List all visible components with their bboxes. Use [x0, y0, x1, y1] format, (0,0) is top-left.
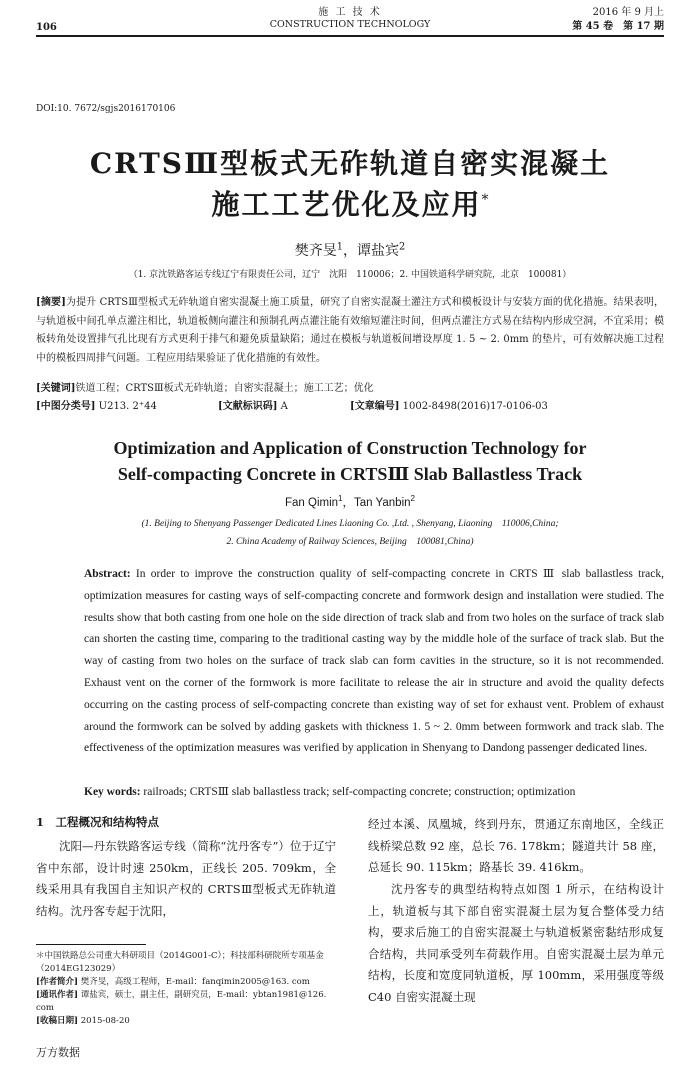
affiliation-en-1: (1. Beijing to Shenyang Passenger Dedicated Lines Liaoning Co. ,Ltd. , Shenyang, Liaoning 110006,China; — [141, 519, 559, 529]
author-separator: ， — [343, 243, 357, 259]
footnotes — [36, 950, 336, 1028]
fund-note: ＊中国铁路总公司重大科研项目（2014G001-C）；科技部科研院所专项基金（2014EG123029） — [36, 951, 324, 974]
author-note — [36, 976, 336, 989]
affiliation-en-2: 2. China Academy of Railway Sciences, Beijing 100081,China) — [226, 537, 474, 547]
authors-en — [0, 494, 700, 510]
journal-name-cn: 施 工 技 术 — [318, 7, 382, 18]
contact-note — [36, 989, 336, 1015]
article-number-label: [文章编号] — [350, 401, 400, 412]
abstract-cn-text: 为提升 CRTSⅢ型板式无砟轨道自密实混凝土施工质量，研究了自密实混凝土灌注方式和模板设计与安装方面的优化措施。结果表明，与轨道板中间孔单点灌注相比，轨道板侧向灌注和预制孔两点灌注能有效缩短灌注时间，但两点灌注方式易在结构内形成空洞，不宜采用；模板转角处设置排气孔比现有方式更利于排气和避免质量缺陷；通过在模板与轨道板间增设厚度 1. 5 ~ 2. 0mm 的垫片，可有效解决施工过程中的模板四周排气问题。工程应用结果验证了优化措施的有效性。 — [36, 297, 664, 364]
received-note — [36, 1015, 336, 1028]
author-en-separator: ， — [342, 497, 355, 509]
keywords-en-label: Key words: — [84, 786, 141, 798]
author-en-1: Fan Qimin — [285, 497, 339, 509]
journal-name-en: CONSTRUCTION TECHNOLOGY — [269, 19, 431, 30]
keywords-cn-label: [关键词] — [36, 383, 76, 394]
affiliations-cn: （1. 京沈铁路客运专线辽宁有限责任公司，辽宁 沈阳 110006；2. 中国铁道科学研究院，北京 100081） — [128, 270, 572, 280]
section-1-left-text: 沈阳—丹东铁路客运专线（简称“沈丹客专”）位于辽宁省中东部，设计时速 250km，正线长 205. 709km，全线采用具有我国自主知识产权的 CRTSⅢ型板式无砟轨道结构。沈丹客专起于沈阳， — [36, 839, 336, 918]
doi: DOI:10. 7672/sgjs2016170106 — [36, 104, 176, 114]
abstract-en — [84, 564, 664, 760]
article-number: 1002-8498(2016)17-0106-03 — [402, 401, 548, 412]
issue-date: 2016 年 9 月上 — [592, 7, 664, 18]
header-rule — [36, 35, 664, 37]
author-en-1-affil: 1 — [338, 494, 343, 504]
classification-row — [36, 398, 664, 417]
abstract-en-label: Abstract: — [84, 568, 131, 580]
author-cn-2-affil: 2 — [399, 241, 406, 253]
author-note-label: [作者简介] — [36, 977, 79, 987]
section-1-right-text-2: 沈丹客专的典型结构特点如图 1 所示，在结构设计上，轨道板与其下部自密实混凝土层为复合整体受力结构，要求后施工的自密实混凝土与轨道板紧密黏结形成复合结构，共同承受列车荷载作用。自密实混凝土层为单元结构，长度和宽度同轨道板，厚 100mm，采用强度等级 C40 自密实混凝土现 — [368, 882, 664, 1004]
section-1-heading: 1 工程概况和结构特点 — [36, 815, 160, 829]
authors-cn — [0, 240, 700, 260]
contact-note-label: [通讯作者] — [36, 990, 79, 1000]
section-1-right-text-1: 经过本溪、凤凰城，终到丹东，贯通辽东南地区，全线正线桥梁总数 92 座，总长 76. 178km；隧道共计 58 座，总延长 90. 115km；路基长 39. 416km。 — [368, 817, 664, 874]
doc-code: A — [280, 401, 288, 412]
clc-code: U213. 2⁺44 — [98, 401, 157, 412]
author-en-2: Tan Yanbin — [354, 497, 411, 509]
keywords-en-text: railroads; CRTSⅢ slab ballastless track; self-compacting concrete; construction; optimization — [143, 786, 576, 798]
doc-code-label: [文献标识码] — [218, 401, 278, 412]
abstract-en-text: In order to improve the construction quality of self-compacting concrete in CRTS Ⅲ slab ballastless track, optimization measures for casting ways of self-compacting concrete and formwork design and installation were studied. The results show that both casting from one hole on the side direction of track slab and from two holes on the surface of track slab can shorten the casting time, comparing to the traditional casting way by the middle hole of the surface of track slab. But the way of casting from two holes on the surface of track slab can form cavities in the structure, so it is not recommended. Exhaust vent on the corner of the formwork is more facilitate to release the air in structure and avoid the quality defects occurring on the casting process of self-compacting concrete than existing way of set for exhaust vent. Problem of exhaust around the formwork can be solved by adding gaskets with thickness 1. 5 ~ 2. 0mm between formwork and track slab. The effectiveness of the optimization measures was verified by application in Shenyang to Dandong passenger dedicated lines. — [84, 568, 665, 755]
author-note-text: 樊齐旻，高级工程师，E-mail：fanqimin2005@163. com — [80, 977, 310, 987]
received-note-label: [收稿日期] — [36, 1016, 79, 1026]
title-footnote-star: * — [481, 191, 489, 208]
volume-issue: 第 45 卷 第 17 期 — [572, 21, 664, 32]
author-cn-1: 樊齐旻 — [294, 243, 337, 259]
keywords-cn-text: 铁道工程；CRTSⅢ板式无砟轨道；自密实混凝土；施工工艺；优化 — [75, 383, 374, 394]
footnote-rule — [36, 944, 146, 945]
author-en-2-affil: 2 — [410, 494, 415, 504]
abstract-cn — [36, 294, 664, 368]
author-cn-1-affil: 1 — [336, 241, 343, 253]
title-cn-line2-wrap — [0, 183, 700, 223]
author-cn-2: 谭盐宾 — [357, 243, 399, 259]
title-en-line2: Self-compacting Concrete in CRTSⅢ Slab Ballastless Track — [117, 464, 583, 484]
abstract-cn-label: [摘要] — [36, 297, 66, 308]
watermark: 万方数据 — [36, 1046, 80, 1059]
received-date: 2015-08-20 — [80, 1016, 130, 1026]
page-number: 106 — [36, 22, 57, 33]
title-en-line1: Optimization and Application of Construction Technology for — [113, 438, 587, 458]
keywords-cn — [36, 380, 664, 399]
title-cn-line1: CRTSⅢ型板式无砟轨道自密实混凝土 — [89, 147, 611, 180]
keywords-en — [84, 782, 664, 804]
title-cn-line2: 施工工艺优化及应用 — [211, 188, 482, 221]
clc-label: [中图分类号] — [36, 401, 96, 412]
contact-note-text: 谭盐宾，硕士，副主任，副研究员，E-mail：ybtan1981@126. com — [36, 990, 327, 1013]
